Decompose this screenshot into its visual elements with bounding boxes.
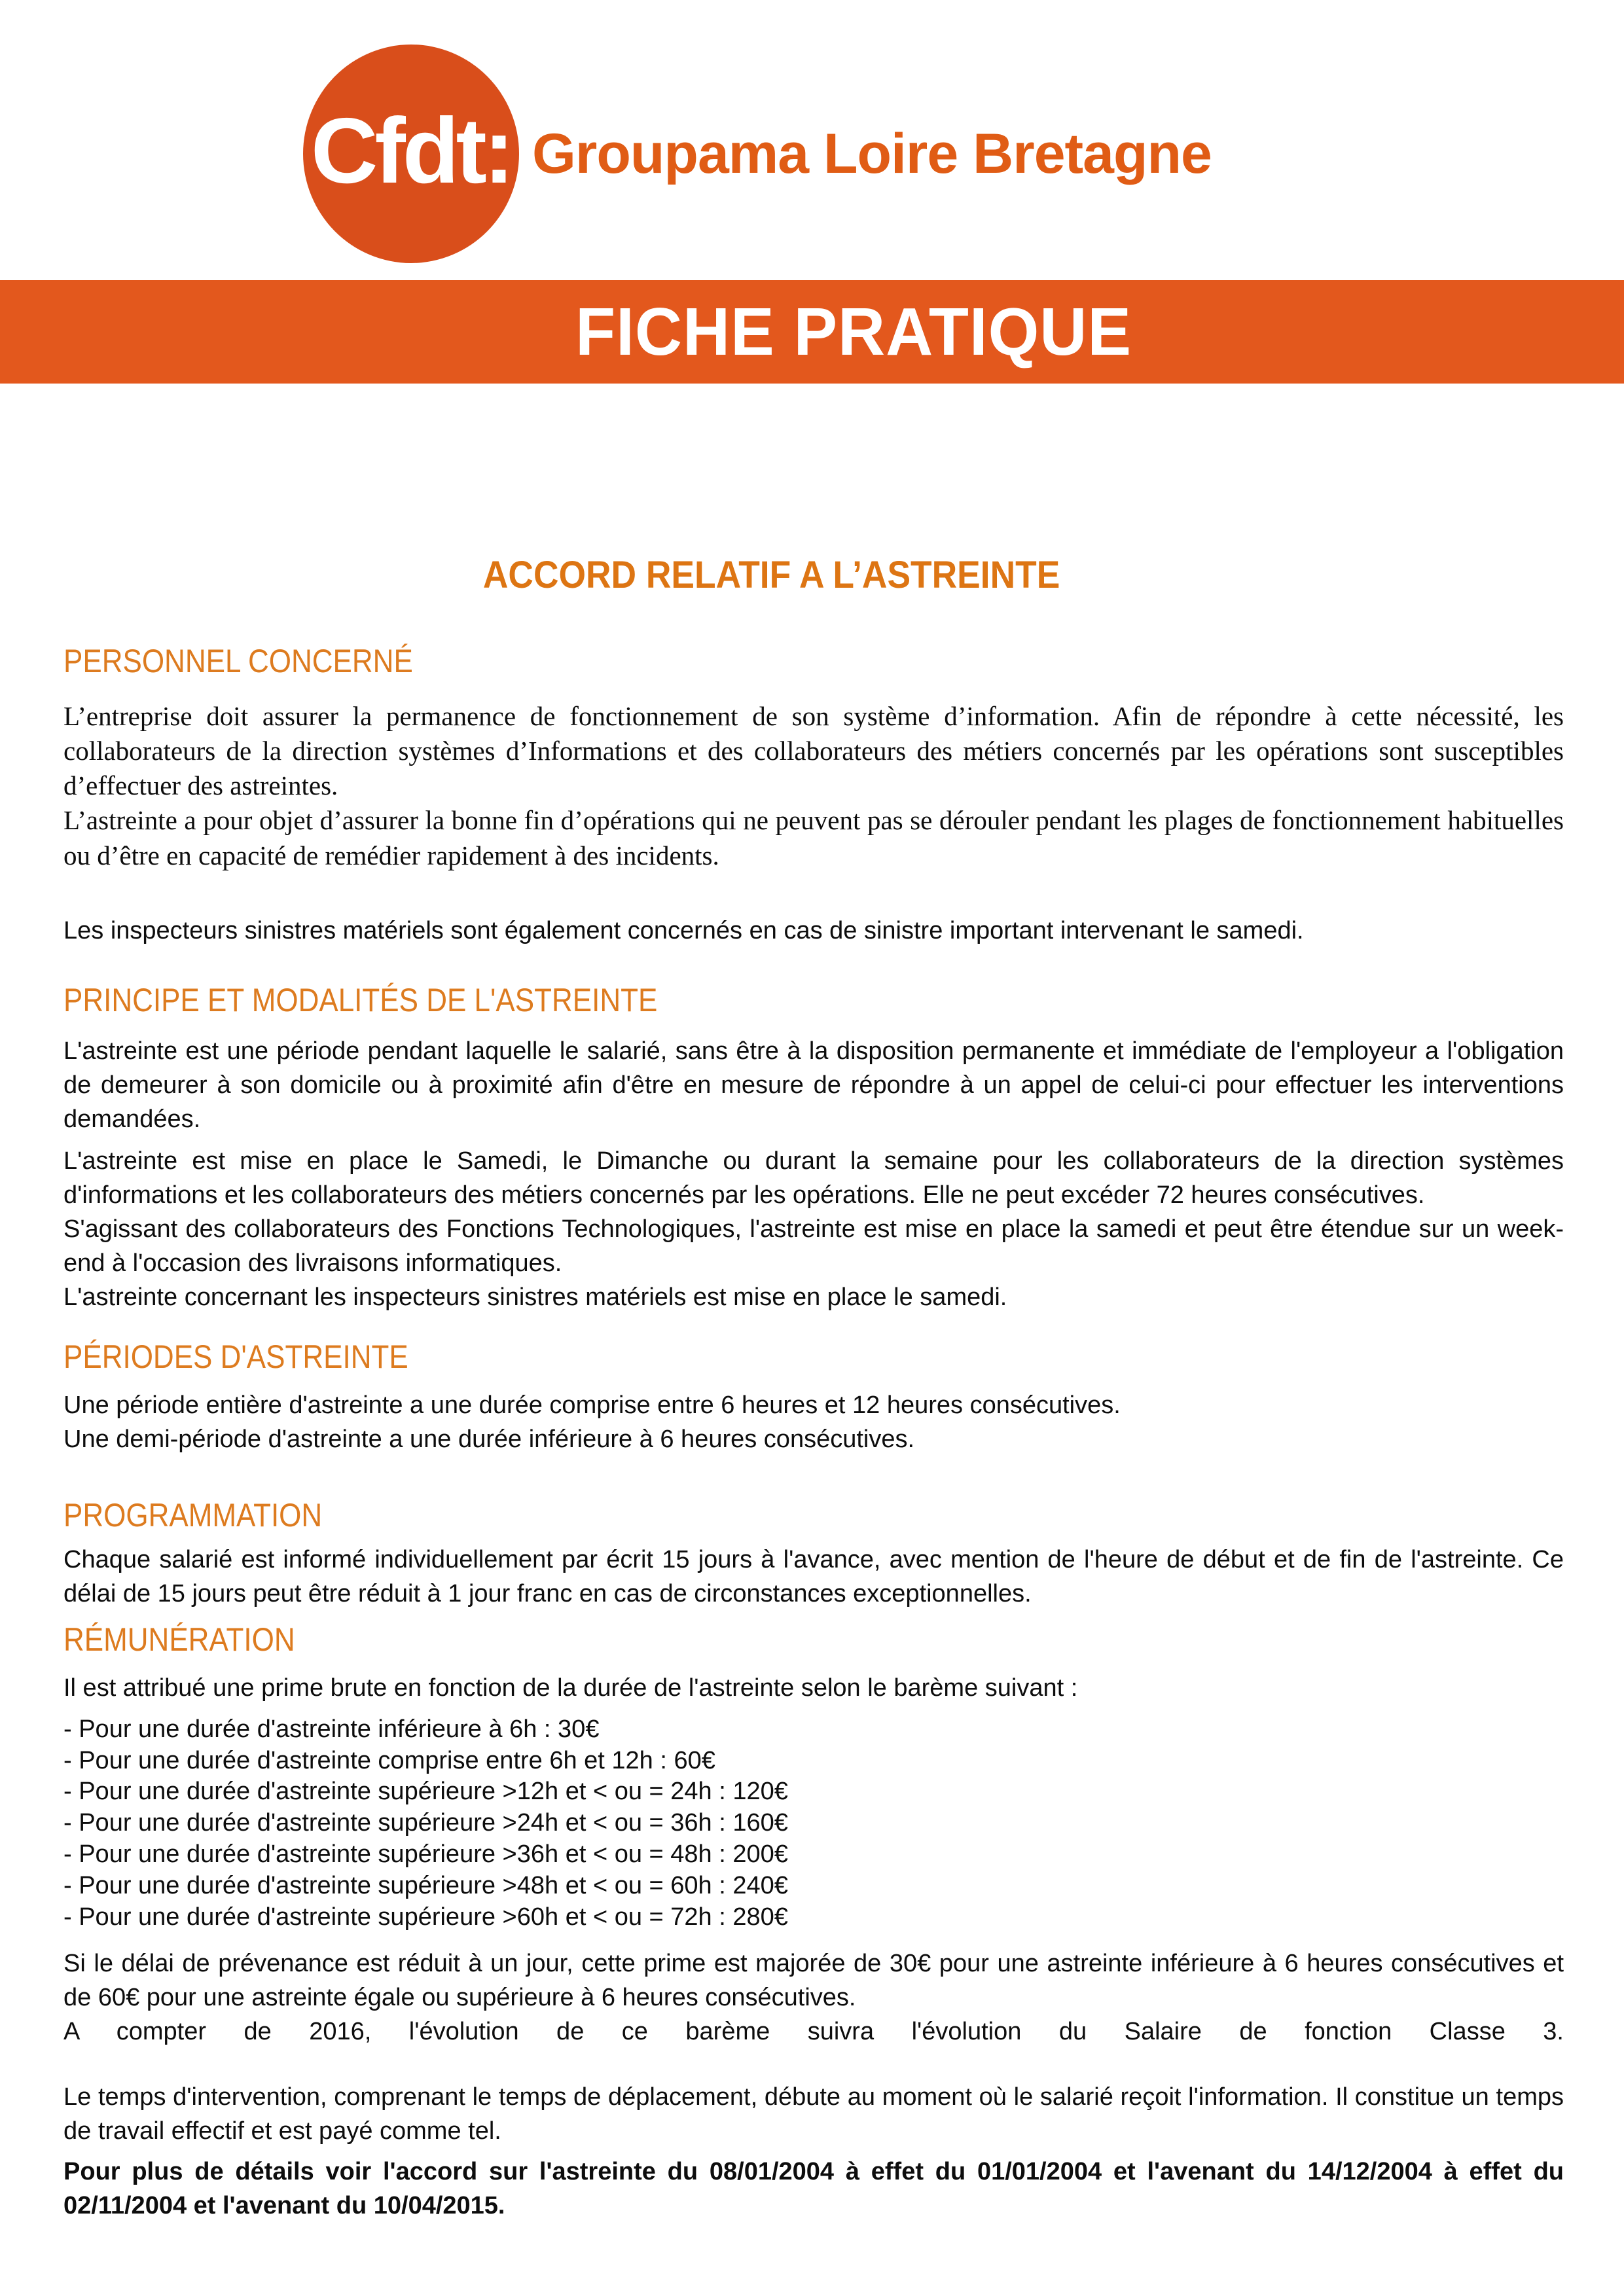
cfdt-logo-mark: Cfdt: bbox=[310, 99, 512, 203]
paragraph: L'astreinte est une période pendant laquelle le salarié, sans être à la disposition permanente et immédiate de l'employeur a l'obligation de demeurer à son domicile ou à proximité afin d'être en mesure de répondre à un appel de celui-ci pour effectuer les interventions demandées. bbox=[63, 1037, 1564, 1134]
section-personnel bbox=[63, 641, 1564, 948]
section-programmation bbox=[63, 1496, 1564, 1611]
document-title: ACCORD RELATIF A L’ASTREINTE bbox=[482, 554, 1060, 596]
section-heading-remuneration: RÉMUNÉRATION bbox=[63, 1621, 295, 1658]
document-content bbox=[0, 384, 1624, 2223]
remuneration-intro: Il est attribué une prime brute en fonction de la durée de l'astreinte selon le barème suivant : bbox=[63, 1674, 1078, 1702]
paragraph-intervention: Le temps d'intervention, comprenant le temps de déplacement, débute au moment où le salarié reçoit l'information. Il constitue un temps de travail effectif et est payé comme tel. bbox=[63, 2083, 1564, 2145]
brand-name: Groupama Loire Bretagne bbox=[532, 122, 1212, 185]
paragraph: Chaque salarié est informé individuellement par écrit 15 jours à l'avance, avec mention de l'heure de début et de fin de l'astreinte. Ce délai de 15 jours peut être réduit à 1 jour franc en cas de circonstances exceptionnelles. bbox=[63, 1545, 1564, 1607]
bareme-item: - Pour une durée d'astreinte inférieure à 6h : 30€ bbox=[63, 1715, 600, 1743]
paragraph: S'agissant des collaborateurs des Fonctions Technologiques, l'astreinte est mise en place la samedi et peut être étendue sur un week-end à l'occasion des livraisons informatiques. bbox=[63, 1215, 1564, 1278]
section-principe bbox=[63, 980, 1564, 1314]
bareme-list bbox=[63, 1714, 1564, 1933]
section-periodes bbox=[63, 1337, 1564, 1456]
section-heading-periodes: PÉRIODES D'ASTREINTE bbox=[63, 1338, 408, 1375]
bareme-item: - Pour une durée d'astreinte supérieure >36h et < ou = 48h : 200€ bbox=[63, 1840, 788, 1869]
paragraph: L’astreinte a pour objet d’assurer la bonne fin d’opérations qui ne peuvent pas se dérouler pendant les plages de fonctionnement habituelles ou d’être en capacité de remédier rapidement à des incidents. bbox=[63, 805, 1564, 870]
periodes-paragraph-group bbox=[63, 1388, 1564, 1456]
paragraph-reference: Pour plus de détails voir l'accord sur l'astreinte du 08/01/2004 à effet du 01/01/2004 et l'avenant du 14/12/2004 à effet du 02/11/2004 et l'avenant du 10/04/2015. bbox=[63, 2158, 1564, 2220]
paragraph: Si le délai de prévenance est réduit à un jour, cette prime est majorée de 30€ pour une astreinte inférieure à 6 heures consécutives et de 60€ pour une astreinte égale ou supérieure à 6 heures consécutives. bbox=[63, 1949, 1564, 2011]
section-heading-programmation: PROGRAMMATION bbox=[63, 1496, 323, 1534]
section-heading-principe: PRINCIPE ET MODALITÉS DE L'ASTREINTE bbox=[63, 982, 658, 1019]
section-remuneration bbox=[63, 1620, 1564, 2223]
paragraph: Une demi-période d'astreinte a une durée inférieure à 6 heures consécutives. bbox=[63, 1425, 915, 1453]
personnel-intro-block bbox=[63, 699, 1564, 873]
bareme-item: - Pour une durée d'astreinte supérieure >60h et < ou = 72h : 280€ bbox=[63, 1903, 788, 1931]
fiche-pratique-banner bbox=[0, 280, 1624, 384]
principe-paragraph-group bbox=[63, 1144, 1564, 1314]
personnel-note: Les inspecteurs sinistres matériels sont également concernés en cas de sinistre important intervenant le samedi. bbox=[63, 917, 1304, 945]
cfdt-logo-icon bbox=[303, 45, 519, 263]
paragraph: Une période entière d'astreinte a une durée comprise entre 6 heures et 12 heures consécutives. bbox=[63, 1391, 1121, 1419]
paragraph: L'astreinte est mise en place le Samedi, le Dimanche ou durant la semaine pour les collaborateurs de la direction systèmes d'informations et les collaborateurs des métiers concernés par les opérations. Elle ne peut excéder 72 heures consécutives. bbox=[63, 1147, 1564, 1210]
paragraph: L'astreinte concernant les inspecteurs sinistres matériels est mise en place le samedi. bbox=[63, 1283, 1007, 1312]
bareme-item: - Pour une durée d'astreinte supérieure >48h et < ou = 60h : 240€ bbox=[63, 1872, 788, 1900]
bareme-item: - Pour une durée d'astreinte supérieure >24h et < ou = 36h : 160€ bbox=[63, 1809, 788, 1837]
majoration-block bbox=[63, 1946, 1564, 2049]
paragraph: L’entreprise doit assurer la permanence de fonctionnement de son système d’information. Afin de répondre à cette nécessité, les collaborateurs de la direction systèmes d’Informations et des collaborateurs des métiers concernés par les opérations sont susceptibles d’effectuer des astreintes. bbox=[63, 700, 1564, 801]
bareme-item: - Pour une durée d'astreinte supérieure >12h et < ou = 24h : 120€ bbox=[63, 1778, 788, 1806]
section-heading-personnel: PERSONNEL CONCERNÉ bbox=[63, 642, 413, 679]
banner-title: FICHE PRATIQUE bbox=[575, 294, 1132, 369]
paragraph-evolution: A compter de 2016, l'évolution de ce barème suivra l'évolution du Salaire de fonction Classe 3. bbox=[63, 2017, 1564, 2045]
bareme-item: - Pour une durée d'astreinte comprise entre 6h et 12h : 60€ bbox=[63, 1746, 715, 1774]
header-logo-row bbox=[303, 45, 1212, 263]
